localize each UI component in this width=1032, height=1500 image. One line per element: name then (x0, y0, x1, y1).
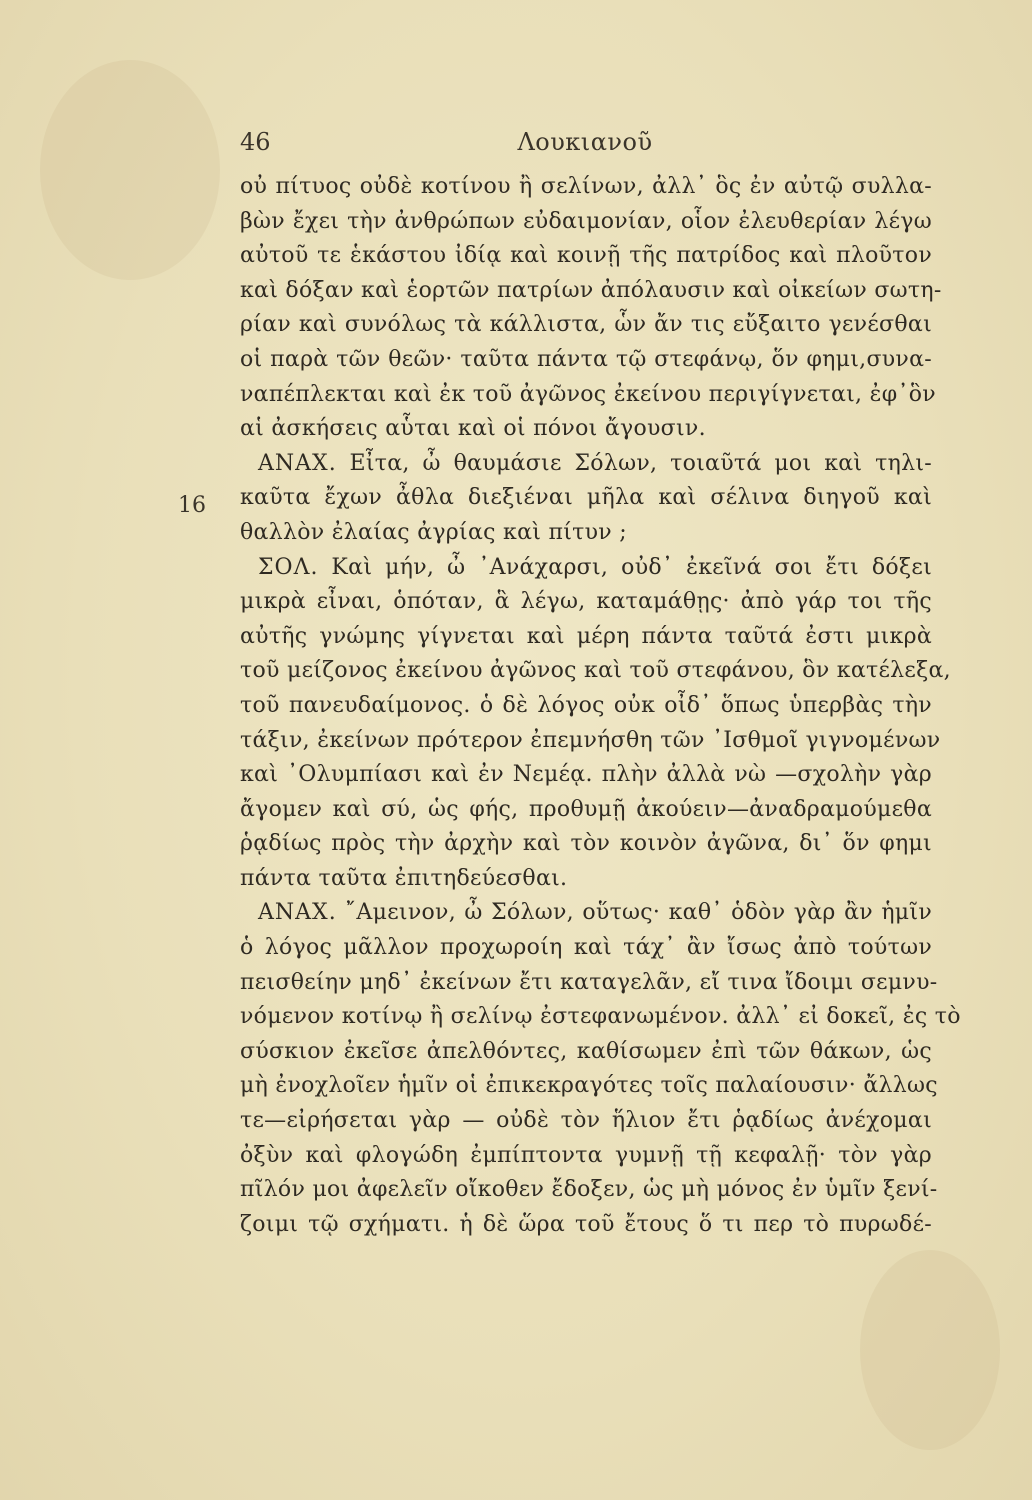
section-number: 16 (178, 493, 206, 518)
speech-text: Καὶ μήν, ὦ ᾽Ανάχαρσι, οὐδ᾽ ἐκεῖνά σοι ἔτι δόξει (331, 554, 932, 580)
text-line: τοῦ μείζονος ἐκείνου ἀγῶνος καὶ τοῦ στεφάνου, ὃν κατέλεξα, (240, 658, 951, 684)
text-line: πάντα ταῦτα ἐπιτηδεύεσθαι. (240, 865, 568, 891)
text-line: τάξιν, ἐκείνων πρότερον ἐπεμνήσθη τῶν ᾽Ισθμοῖ γιγνομένων (240, 727, 941, 753)
text-line: μὴ ἐνοχλοῖεν ἡμῖν οἱ ἐπικεκραγότες τοῖς παλαίουσιν· ἄλλως (240, 1073, 938, 1099)
speaker-label: ΑΝΑΧ. (258, 900, 337, 926)
speaker-line (240, 551, 932, 586)
speech-text: Εἶτα, ὦ θαυμάσιε Σόλων, τοιαῦτά μοι καὶ τηλι- (349, 450, 932, 476)
text-line: οὐ πίτυος οὐδὲ κοτίνου ἢ σελίνων, ἀλλ᾽ ὃς ἐν αὐτῷ συλλα- (240, 174, 932, 199)
speaker-line (240, 447, 932, 482)
text-line: πῖλόν μοι ἀφελεῖν οἴκοθεν ἔδοξεν, ὡς μὴ μόνος ἐν ὑμῖν ξενί- (240, 1177, 938, 1203)
text-line: αἱ ἀσκήσεις αὗται καὶ οἱ πόνοι ἄγουσιν. (240, 416, 706, 442)
running-title: Λουκιανοῦ (517, 128, 653, 156)
text-line: πεισθείην μηδ᾽ ἐκείνων ἔτι καταγελᾶν, εἴ τινα ἴδοιμι σεμνυ- (240, 969, 938, 995)
text-line: τοῦ πανευδαίμονος. ὁ δὲ λόγος οὐκ οἶδ᾽ ὅπως ὑπερβὰς τὴν (240, 692, 932, 718)
text-line: καὶ ᾽Ολυμπίασι καὶ ἐν Νεμέᾳ. πλὴν ἀλλὰ νὼ —σχολὴν γὰρ (240, 762, 932, 788)
text-line: ὁ λόγος μᾶλλον προχωροίη καὶ τάχ᾽ ἂν ἴσως ἀπὸ τούτων (240, 935, 932, 961)
paper-stain (860, 1250, 1000, 1450)
text-line: ρίαν καὶ συνόλως τὰ κάλλιστα, ὧν ἄν τις εὔξαιτο γενέσθαι (240, 312, 932, 338)
text-line: νόμενον κοτίνῳ ἢ σελίνῳ ἐστεφανωμένον. ἀλλ᾽ εἰ δοκεῖ, ἐς τὸ (240, 1004, 961, 1030)
text-line: καῦτα ἔχων ἆθλα διεξιέναι μῆλα καὶ σέλινα διηγοῦ καὶ (240, 485, 932, 511)
text-line: ῥᾳδίως πρὸς τὴν ἀρχὴν καὶ τὸν κοινὸν ἀγῶνα, δι᾽ ὅν φημι (240, 831, 932, 857)
text-line: ὀξὺν καὶ φλογώδη ἐμπίπτοντα γυμνῇ τῇ κεφαλῇ· τὸν γὰρ (240, 1142, 932, 1168)
page-number: 46 (240, 128, 271, 156)
speech-text: ῎Αμεινον, ὦ Σόλων, οὕτως· καθ᾽ ὁδὸν γὰρ ἂν ἡμῖν (345, 900, 932, 926)
page-header (240, 128, 930, 168)
paper-stain (40, 60, 220, 280)
text-line: ναπέπλεκται καὶ ἐκ τοῦ ἀγῶνος ἐκείνου περιγίγνεται, ἐφ᾽ὃν (240, 381, 936, 407)
text-line: θαλλὸν ἐλαίας ἀγρίας καὶ πίτυν ; (240, 519, 627, 545)
speaker-label: ΑΝΑΧ. (258, 450, 337, 476)
text-line: αὐτῆς γνώμης γίγνεται καὶ μέρη πάντα ταῦτά ἐστι μικρὰ (240, 623, 932, 649)
text-line: ζοιμι τῷ σχήματι. ἡ δὲ ὥρα τοῦ ἔτους ὅ τι περ τὸ πυρωδέ- (240, 1211, 932, 1237)
speaker-label: ΣΟΛ. (258, 554, 319, 580)
text-line: βὼν ἔχει τὴν ἀνθρώπων εὐδαιμονίαν, οἷον ἐλευθερίαν λέγω (240, 208, 932, 234)
text-line: ἄγομεν καὶ σύ, ὡς φής, προθυμῇ ἀκούειν—ἀναδραμούμεθα (240, 796, 932, 822)
text-line: σύσκιον ἐκεῖσε ἀπελθόντες, καθίσωμεν ἐπὶ τῶν θάκων, ὡς (240, 1038, 932, 1064)
speaker-line (240, 896, 932, 931)
text-line: καὶ δόξαν καὶ ἑορτῶν πατρίων ἀπόλαυσιν καὶ οἰκείων σωτη- (240, 277, 942, 303)
text-line: αὐτοῦ τε ἑκάστου ἰδίᾳ καὶ κοινῇ τῆς πατρίδος καὶ πλοῦτον (240, 243, 932, 269)
text-line: μικρὰ εἶναι, ὁπόταν, ἃ λέγω, καταμάθῃς· ἀπὸ γάρ τοι τῆς (240, 589, 932, 615)
text-body (240, 170, 961, 1242)
text-line: τε—εἰρήσεται γὰρ — οὐδὲ τὸν ἥλιον ἔτι ῥᾳδίως ἀνέχομαι (240, 1108, 932, 1134)
text-line: οἱ παρὰ τῶν θεῶν· ταῦτα πάντα τῷ στεφάνῳ, ὅν φημι,συνα- (240, 346, 932, 372)
